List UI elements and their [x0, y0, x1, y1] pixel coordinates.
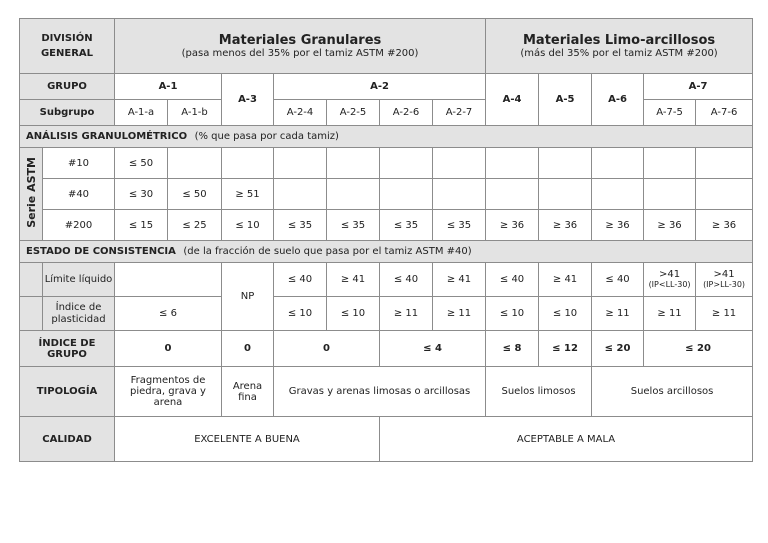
- limite-value: ≤ 40: [274, 263, 327, 297]
- grupo-a2: A-2: [274, 74, 486, 100]
- indice-grupo-row: [20, 331, 753, 367]
- limite-liquido-label: Límite líquido: [43, 263, 115, 297]
- granulometrico-title-cell: [20, 126, 753, 148]
- sieve-value: ≥ 36: [486, 210, 539, 241]
- limo-header: [486, 19, 753, 74]
- grupo-a6: A-6: [592, 74, 644, 126]
- sieve-label: #40: [43, 179, 115, 210]
- sieve-value: ≤ 15: [115, 210, 168, 241]
- limite-a76-note: (IP>LL-30): [703, 280, 746, 289]
- consistencia-header-row: [20, 241, 753, 263]
- sieve-value: [696, 148, 753, 179]
- division-general-label: DIVISIÓN GENERAL: [20, 19, 115, 74]
- grupo-a1: A-1: [115, 74, 222, 100]
- granular-header: [115, 19, 486, 74]
- granulometrico-note: (% que pasa por cada tamiz): [194, 131, 339, 142]
- limite-a76-cell: [696, 263, 753, 297]
- granular-subtitle: (pasa menos del 35% por el tamiz ASTM #200): [181, 48, 419, 59]
- subgrupo-label: Subgrupo: [20, 100, 115, 126]
- sieve-value: [592, 148, 644, 179]
- limite-value: ≥ 41: [327, 263, 380, 297]
- sieve-row: [20, 210, 753, 241]
- indice-value: ≥ 11: [644, 297, 696, 331]
- limite-value: ≤ 40: [592, 263, 644, 297]
- limite-liquido-row: [20, 263, 753, 297]
- tipologia-row: [20, 367, 753, 417]
- grupo-a3: A-3: [222, 74, 274, 126]
- indice-grupo-label: ÍNDICE DE GRUPO: [20, 331, 115, 367]
- sieve-label: #200: [43, 210, 115, 241]
- indice-value: ≥ 11: [696, 297, 753, 331]
- tipologia-a3: Arena fina: [222, 367, 274, 417]
- sieve-value: [380, 179, 433, 210]
- sieve-value: ≥ 36: [592, 210, 644, 241]
- indice-a1-value: ≤ 6: [115, 297, 222, 331]
- limite-a1-empty: [115, 263, 222, 297]
- granulometrico-header-row: [20, 126, 753, 148]
- limite-value: ≥ 41: [433, 263, 486, 297]
- limite-a75-note: (IP<LL-30): [648, 280, 691, 289]
- sieve-value: ≥ 36: [539, 210, 592, 241]
- indice-value: ≥ 11: [592, 297, 644, 331]
- indice-value: ≤ 10: [539, 297, 592, 331]
- limite-a76-value: >41: [713, 269, 735, 280]
- consistencia-note: (de la fracción de suelo que pasa por el tamiz ASTM #40): [183, 246, 472, 257]
- sieve-value: ≥ 36: [696, 210, 753, 241]
- indice-grupo-a2-low: 0: [274, 331, 380, 367]
- sieve-value: [644, 148, 696, 179]
- header-row: [20, 19, 753, 74]
- limite-value: ≤ 40: [380, 263, 433, 297]
- sieve-value: [644, 179, 696, 210]
- subgrupo-cell: A-2-4: [274, 100, 327, 126]
- indice-grupo-a3: 0: [222, 331, 274, 367]
- indice-value: ≤ 10: [274, 297, 327, 331]
- indice-grupo-a2-high: ≤ 4: [380, 331, 486, 367]
- sieve-value: ≤ 50: [168, 179, 222, 210]
- limite-value: ≤ 40: [486, 263, 539, 297]
- calidad-label: CALIDAD: [20, 417, 115, 462]
- consistencia-side-cell: [20, 297, 43, 331]
- sieve-value: ≥ 36: [644, 210, 696, 241]
- sieve-value: [380, 148, 433, 179]
- indice-value: ≥ 11: [380, 297, 433, 331]
- subgrupo-cell: A-7-6: [696, 100, 753, 126]
- sieve-value: [486, 148, 539, 179]
- aashto-classification-sheet: [19, 18, 752, 524]
- grupo-row: [20, 74, 753, 100]
- subgrupo-cell: A-2-5: [327, 100, 380, 126]
- tipologia-a2: Gravas y arenas limosas o arcillosas: [274, 367, 486, 417]
- indice-value: ≥ 11: [433, 297, 486, 331]
- aashto-classification-table: [19, 18, 753, 462]
- granular-title: Materiales Granulares: [218, 33, 382, 48]
- serie-astm-label: Serie ASTM: [24, 157, 38, 228]
- indice-plasticidad-row: [20, 297, 753, 331]
- tipologia-arcillosos: Suelos arcillosos: [592, 367, 753, 417]
- limite-value: ≥ 41: [539, 263, 592, 297]
- serie-astm-label-cell: [20, 148, 43, 241]
- calidad-good: EXCELENTE A BUENA: [115, 417, 380, 462]
- calidad-bad: ACEPTABLE A MALA: [380, 417, 753, 462]
- indice-grupo-a6: ≤ 20: [592, 331, 644, 367]
- subgrupo-cell: A-2-7: [433, 100, 486, 126]
- sieve-value: [327, 148, 380, 179]
- subgrupo-cell: A-7-5: [644, 100, 696, 126]
- subgrupo-cell: A-1-a: [115, 100, 168, 126]
- grupo-a4: A-4: [486, 74, 539, 126]
- sieve-value: [433, 148, 486, 179]
- sieve-value: ≤ 30: [115, 179, 168, 210]
- indice-grupo-a7: ≤ 20: [644, 331, 753, 367]
- indice-grupo-a4: ≤ 8: [486, 331, 539, 367]
- tipologia-a1: Fragmentos de piedra, grava y arena: [115, 367, 222, 417]
- consistencia-side-cell: [20, 263, 43, 297]
- indice-grupo-a5: ≤ 12: [539, 331, 592, 367]
- limo-title: Materiales Limo-arcillosos: [522, 33, 716, 48]
- sieve-value: ≤ 25: [168, 210, 222, 241]
- sieve-value: ≤ 35: [274, 210, 327, 241]
- sieve-value: [433, 179, 486, 210]
- sieve-value: ≤ 35: [327, 210, 380, 241]
- sieve-value: [539, 148, 592, 179]
- sieve-value: ≤ 10: [222, 210, 274, 241]
- sieve-value: [168, 148, 222, 179]
- sieve-value: [274, 179, 327, 210]
- sieve-value: ≥ 51: [222, 179, 274, 210]
- consistencia-title-cell: [20, 241, 753, 263]
- grupo-a5: A-5: [539, 74, 592, 126]
- sieve-value: [486, 179, 539, 210]
- limo-subtitle: (más del 35% por el tamiz ASTM #200): [520, 48, 718, 59]
- subgrupo-cell: A-2-6: [380, 100, 433, 126]
- sieve-value: ≤ 50: [115, 148, 168, 179]
- granulometrico-title: ANÁLISIS GRANULOMÉTRICO: [26, 131, 188, 142]
- indice-value: ≤ 10: [327, 297, 380, 331]
- sieve-value: [274, 148, 327, 179]
- sieve-row: [20, 148, 753, 179]
- grupo-label: GRUPO: [20, 74, 115, 100]
- sieve-value: [327, 179, 380, 210]
- indice-plasticidad-label: Índice de plasticidad: [43, 297, 115, 331]
- indice-grupo-a1: 0: [115, 331, 222, 367]
- sieve-value: ≤ 35: [433, 210, 486, 241]
- sieve-row: [20, 179, 753, 210]
- sieve-value: [592, 179, 644, 210]
- np-cell: NP: [222, 263, 274, 331]
- indice-value: ≤ 10: [486, 297, 539, 331]
- limite-a75-cell: [644, 263, 696, 297]
- sieve-value: [696, 179, 753, 210]
- tipologia-limosos: Suelos limosos: [486, 367, 592, 417]
- sieve-value: [222, 148, 274, 179]
- calidad-row: [20, 417, 753, 462]
- consistencia-title: ESTADO DE CONSISTENCIA: [26, 246, 176, 257]
- sieve-value: ≤ 35: [380, 210, 433, 241]
- sieve-label: #10: [43, 148, 115, 179]
- limite-a75-value: >41: [658, 269, 681, 280]
- subgrupo-cell: A-1-b: [168, 100, 222, 126]
- tipologia-label: TIPOLOGÍA: [20, 367, 115, 417]
- subgrupo-row: [20, 100, 753, 126]
- sieve-value: [539, 179, 592, 210]
- grupo-a7: A-7: [644, 74, 753, 100]
